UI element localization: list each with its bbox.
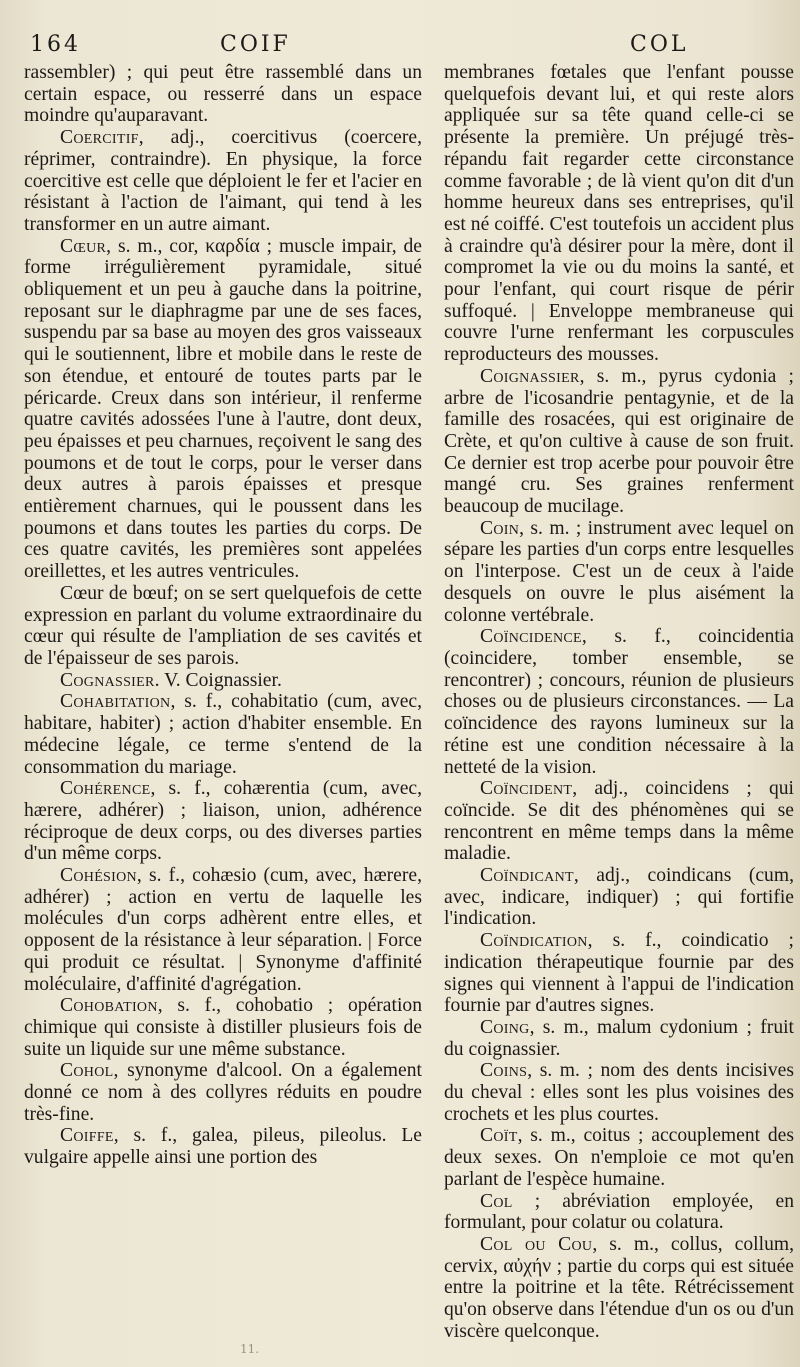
entry-text: , s. m., cor, καρδία ; muscle impair, de forme irrégulièrement pyramidale, situé obliquement et un peu à gauche dans la poitrine, reposant sur le diaphragme par une de ses faces, suspendu par sa base au moyen des gros vaisseaux qui le soutiennent, libre et mobile dans le reste de son étendue, et entouré de toutes parts par le péricarde. Creux dans son intérieur, il renferme quatre cavités adossées l'une à l'autre, dont deux, peu épaisses et peu charnues, reçoivent le sang des poumons et de tout le corps, pour le verser dans deux autres à parois épaisses et presque entièrement charnues, qui le poussent dans les poumons et dans toutes les parties du corps. De ces quatre cavités, les premières sont appelées oreillettes, et les autres ventricules. — [24, 235, 422, 583]
running-head — [22, 32, 792, 62]
right-column — [444, 62, 794, 1342]
entry-continuation — [444, 62, 794, 366]
entry-headword: Col ou Cou — [480, 1233, 593, 1255]
entry-headword: Coins — [480, 1060, 528, 1082]
entry-headword: Coin — [480, 517, 520, 539]
dictionary-entry — [444, 366, 794, 518]
entry-text: , adj., coindicans (cum, avec, indicare, indiquer) ; qui fortifie l'indication. — [444, 865, 794, 930]
dictionary-entry — [24, 236, 422, 583]
entry-text: , s. m., malum cydonium ; fruit du coignassier. — [444, 1016, 794, 1060]
left-column — [24, 62, 422, 1169]
entry-headword: Cohabitation — [60, 691, 171, 713]
dictionary-entry — [444, 626, 794, 778]
entry-text: , synonyme d'alcool. On a également donné ce nom à des collyres réduits en poudre très-fine. — [24, 1060, 422, 1125]
dictionary-entry — [444, 778, 794, 865]
dictionary-entry — [24, 691, 422, 778]
entry-text: , s. f., cohabitatio (cum, avec, habitare, habiter) ; action d'habiter ensemble. En médecine légale, ce terme s'entend de la consommation du mariage. — [24, 691, 422, 778]
entry-headword: Coercitif — [60, 127, 139, 149]
entry-text: , s. f., coindicatio ; indication thérapeutique fournie par des signes qui viennent à l'appui de l'indication fournie par d'autres signes. — [444, 930, 794, 1017]
entry-headword: Cohobation — [60, 995, 158, 1017]
left-guide-word: COIF — [220, 32, 291, 57]
entry-headword: Coïndication — [480, 930, 588, 952]
entry-headword: Coignassier — [480, 365, 580, 387]
entry-headword: Coïndicant — [480, 865, 574, 887]
dictionary-entry — [24, 1125, 422, 1168]
page-number: 164 — [30, 32, 81, 57]
dictionary-entry — [24, 127, 422, 236]
entry-headword: Cohésion — [60, 865, 137, 887]
dictionary-entry — [444, 1234, 794, 1343]
entry-text: , adj., coercitivus (coercere, réprimer, contraindre). En physique, la force coercitive est celle que déploient le fer et l'acier en résistant à l'action de l'aimant, qui tend à les transformer en un autre aimant. — [24, 127, 422, 235]
entry-continuation — [24, 62, 422, 127]
entry-headword: Cognassier — [60, 669, 155, 691]
dictionary-entry — [24, 865, 422, 995]
entry-headword: Coiffe — [60, 1125, 114, 1147]
entry-headword: Coing — [480, 1016, 530, 1038]
entry-text: , s. f., cohæsio (cum, avec, hærere, adhérer) ; action en vertu de laquelle les molécules d'un corps adhèrent entre elles, et opposent de la résistance à leur séparation. | Force qui produit ce résultat. | Synonyme d'affinité moléculaire, d'affinité d'agrégation. — [24, 865, 422, 995]
dictionary-entry — [24, 670, 422, 692]
entry-text: , s. m., pyrus cydonia ; arbre de l'icosandrie pentagynie, et de la famille des rosacées, qui est originaire de Crète, et qu'on cultive à cause de son fruit. Ce dernier est trop acerbe pour pouvoir être mangé cru. Ses graines renferment beaucoup de mucilage. — [444, 365, 794, 518]
entry-text: ; abréviation employée, en formulant, pour colatur ou colatura. — [444, 1190, 794, 1234]
entry-headword: Col — [480, 1190, 513, 1212]
entry-text: , s. m., collus, collum, cervix, αὐχήν ; partie du corps qui est située entre la poitrine et la tête. Rétrécissement qu'on observe dans l'étendue d'un os ou d'un viscère quelconque. — [444, 1233, 794, 1342]
entry-text: , s. m. ; instrument avec lequel on sépare les parties d'un corps entre lesquelles on l'interpose. C'est un de ceux à l'aide desquels on ouvre le plus aisément la colonne vertébrale. — [444, 517, 794, 626]
entry-text: , s. f., cohærentia (cum, avec, hærere, adhérer) ; liaison, union, adhérence réciproque de deux corps, ou des diverses parties d'un même corps. — [24, 778, 422, 865]
dictionary-entry — [24, 778, 422, 865]
entry-headword: Cœur — [60, 235, 107, 257]
entry-headword: Coïncident — [480, 778, 573, 800]
entry-text: rassembler) ; qui peut être rassemblé dans un certain espace, ou resserré dans un espace moindre qu'auparavant. — [24, 62, 422, 127]
entry-headword: Cohol — [60, 1060, 114, 1082]
entry-text: . V. Coignassier. — [154, 669, 282, 691]
dictionary-entry — [444, 1191, 794, 1234]
entry-headword: Cohérence — [60, 778, 151, 800]
entry-text: Cœur de bœuf; on se sert quelquefois de cette expression en parlant du volume extraordinaire du cœur qui résulte de l'ampliation de ses cavités et de l'épaisseur de ses parois. — [24, 582, 422, 669]
entry-headword: Coït — [480, 1125, 518, 1147]
dictionary-entry — [24, 1060, 422, 1125]
entry-text: , s. f., coincidentia (coincidere, tomber ensemble, se rencontrer) ; concours, réunion de plusieurs choses ou de plusieurs circonstances. — La coïncidence des rayons lumineux sur la rétine est une condition nécessaire à la netteté de la vision. — [444, 626, 794, 778]
entry-text: , adj., coincidens ; qui coïncide. Se dit des phénomènes qui se rencontrent en même temps dans la même maladie. — [444, 778, 794, 865]
dictionary-entry — [444, 930, 794, 1017]
signature-mark: 11. — [240, 1342, 260, 1356]
entry-text: , s. f., galea, pileus, pileolus. Le vulgaire appelle ainsi une portion des — [24, 1125, 422, 1169]
dictionary-entry — [444, 1060, 794, 1125]
right-guide-word: COL — [630, 32, 689, 57]
dictionary-entry — [24, 583, 422, 670]
dictionary-entry — [24, 995, 422, 1060]
dictionary-entry — [444, 518, 794, 627]
entry-text: , s. m., coitus ; accouplement des deux sexes. On n'emploie ce mot qu'en parlant de l'espèce humaine. — [444, 1125, 794, 1190]
dictionary-entry — [444, 865, 794, 930]
entry-text: membranes fœtales que l'enfant pousse quelquefois devant lui, et qui reste alors appliquée sur sa tête quand celle-ci se présente la première. Un préjugé très-répandu fait regarder cette circonstance comme favorable ; de là vient qu'on dit d'un homme heureux dans ses entreprises, qu'il est né coiffé. C'est toutefois un accident plus à craindre qu'à désirer pour la mère, dont il compromet la vie ou du moins la santé, et pour l'enfant, qui court risque de périr suffoqué. | Enveloppe membraneuse qui couvre l'urne renfermant les corpuscules reproducteurs des mousses. — [444, 62, 794, 366]
dictionary-entry — [444, 1125, 794, 1190]
entry-text: , s. f., cohobatio ; opération chimique qui consiste à distiller plusieurs fois de suite un liquide sur une même substance. — [24, 995, 422, 1060]
dictionary-entry — [444, 1017, 794, 1060]
entry-headword: Coïncidence — [480, 626, 582, 648]
entry-text: , s. m. ; nom des dents incisives du cheval : elles sont les plus voisines des crochets et les plus courtes. — [444, 1060, 794, 1125]
